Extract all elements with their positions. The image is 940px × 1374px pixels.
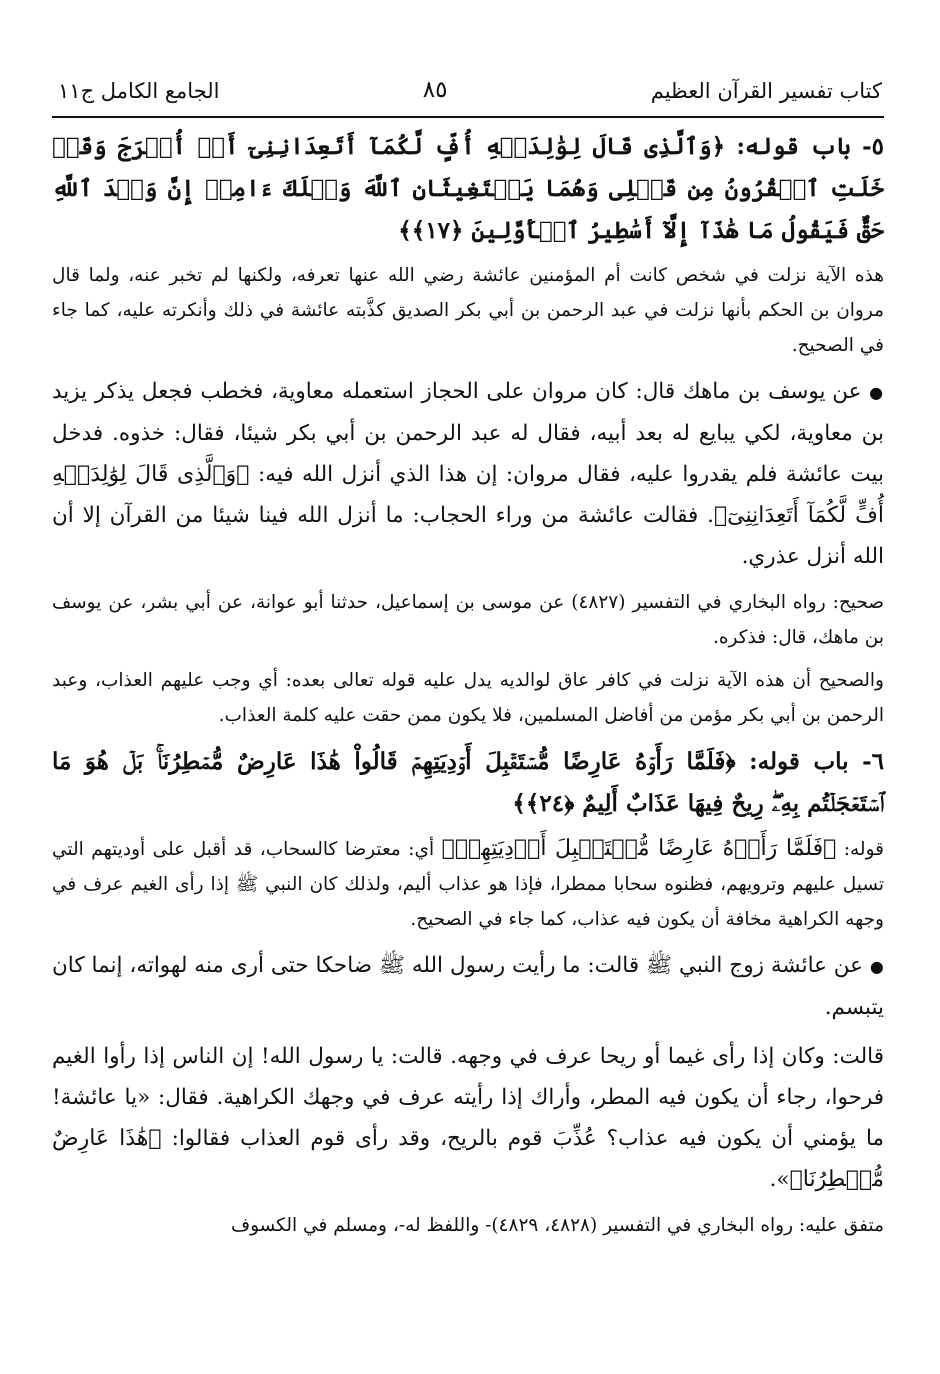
quran-quote: ﴿فَلَمَّا رَأَوۡهُ عَارِضًا مُّسۡتَقۡبِلَ أَوۡدِيَتِهِمۡ﴾ (441, 836, 837, 861)
header-rule (52, 116, 884, 118)
book-title: كتاب تفسير القرآن العظيم (650, 79, 882, 103)
page-header (58, 62, 882, 102)
chapter-heading-6 (52, 741, 884, 825)
commentary-paragraph: هذه الآية نزلت في شخص كانت أم المؤمنين عائشة رضي الله عنها تعرفه، ولكنها لم تخبر عنه، ولما قال مروان بن الحكم بأنها نزلت في عبد الرحمن بن أبي بكر الصديق كذَّبته عائشة في ذلك وأنكرته عليه، كما جاء في الصحيح. (52, 265, 884, 356)
quran-verse: ﴿فَلَمَّا رَأَوۡهُ عَارِضًا مُّسۡتَقۡبِلَ أَوۡدِيَتِهِمۡ قَالُواْ هَٰذَا عَارِضٌ مُّمۡطِرُنَاۚ بَلۡ هُوَ مَا ٱسۡتَعۡجَلۡتُم بِهِۦۖ رِيحٌ فِيهَا عَذَابٌ أَلِيمٌ ﴿٢٤﴾﴾ (52, 748, 884, 817)
chapter-title: ٦- باب قوله: (749, 748, 884, 775)
hadith-text-cont: ». (769, 1167, 790, 1192)
chapter-title: ٥- باب قوله: (736, 133, 885, 160)
hadith-paragraph (52, 371, 884, 577)
commentary-text: أي: معترضا كالسحاب، قد أقبل على أوديتهم التي تسيل عليهم وترويهم، فظنوه سحابا ممطرا، فإذا هو عذاب أليم، ولذلك كان النبي ﷺ إذا رأى الغيم عرف في وجهه الكراهية مخافة أن يكون فيه عذاب، كما جاء في الصحيح. (52, 839, 884, 930)
quran-quote: ﴿وَٱلَّذِى قَالَ لِوَٰلِدَيۡهِ أُفٍّ لَّكُمَآ أَتَعِدَانِنِىٓ﴾ (52, 462, 884, 528)
commentary-paragraph (52, 831, 884, 937)
commentary-lead: قوله: (843, 839, 884, 860)
chapter-heading-5 (52, 126, 884, 252)
hadith-text: عن عائشة زوج النبي ﷺ قالت: ما رأيت رسول الله ﷺ ضاحكا حتى أرى منه لهواته، إنما كان يتبسم. (52, 953, 884, 1020)
takhrij-note: متفق عليه: رواه البخاري في التفسير (٤٨٢٨، ٤٨٢٩)- واللفظ له-، ومسلم في الكسوف (230, 1215, 884, 1236)
hadith-text: قالت: وكان إذا رأى غيما أو ريحا عرف في وجهه. قالت: يا رسول الله! إن الناس إذا رأوا الغيم فرحوا، رجاء أن يكون فيه المطر، وأراك إذا رأيته عرف في وجهك الكراهية. فقال: «يا عائشة! ما يؤمني أن يكون فيه عذاب؟ عُذِّبَ قوم بالريح، وقد رأى قوم العذاب فقالوا: (52, 1044, 885, 1151)
quran-verse: ﴿وَٱلَّذِى قَالَ لِوَٰلِدَيۡهِ أُفٍّ لَّكُمَآ أَتَعِدَانِنِىٓ أَنۡ أُخۡرَجَ وَقَدۡ خَلَتِ ٱلۡقُرُونُ مِن قَبۡلِى وَهُمَا يَسۡتَغِيثَانِ ٱللَّهَ وَيۡلَكَ ءَامِنۡ إِنَّ وَعۡدَ ٱللَّهِ حَقٌّ فَيَقُولُ مَا هَٰذَآ إِلَّآ أَسَٰطِيرُ ٱلۡأَوَّلِينَ ﴿١٧﴾﴾ (52, 133, 884, 244)
hadith-text: عن يوسف بن ماهك قال: كان مروان على الحجاز استعمله معاوية، فخطب فجعل يذكر يزيد بن معاوية، لكي يبايع له بعد أبيه، فقال له عبد الرحمن بن أبي بكر شيئا، فقال: خذوه. فدخل بيت عائشة فلم يقدروا عليه، فقال مروان: إن هذا الذي أنزل الله فيه: (52, 379, 884, 487)
page-number: ٨٥ (422, 77, 448, 103)
hadith-paragraph (52, 1036, 884, 1200)
hadith-text-cont: . فقالت عائشة من وراء الحجاب: ما أنزل الله فينا شيئا من القرآن إلا أن الله أنزل عذري. (52, 503, 884, 569)
commentary-paragraph: والصحيح أن هذه الآية نزلت في كافر عاق لوالديه يدل عليه قوله تعالى بعده: أي وجب عليهم العذاب، وعبد الرحمن بن أبي بكر مؤمن من أفاضل المسلمين، فلا يكون ممن حقت عليه كلمة العذاب. (52, 670, 884, 726)
volume-label: الجامع الكامل ج١١ (58, 79, 220, 103)
bullet-icon: ● (869, 957, 884, 976)
hadith-paragraph (52, 945, 884, 1028)
page-body (52, 126, 884, 1251)
quran-quote: ﴿هَٰذَا عَارِضٌ مُّمۡطِرُنَا﴾ (52, 1126, 884, 1192)
bullet-icon: ● (869, 383, 884, 402)
takhrij-note: صحيح: رواه البخاري في التفسير (٤٨٢٧) عن موسى بن إسماعيل، حدثنا أبو عوانة، عن أبي بشر، عن يوسف بن ماهك، قال: فذكره. (52, 592, 885, 648)
